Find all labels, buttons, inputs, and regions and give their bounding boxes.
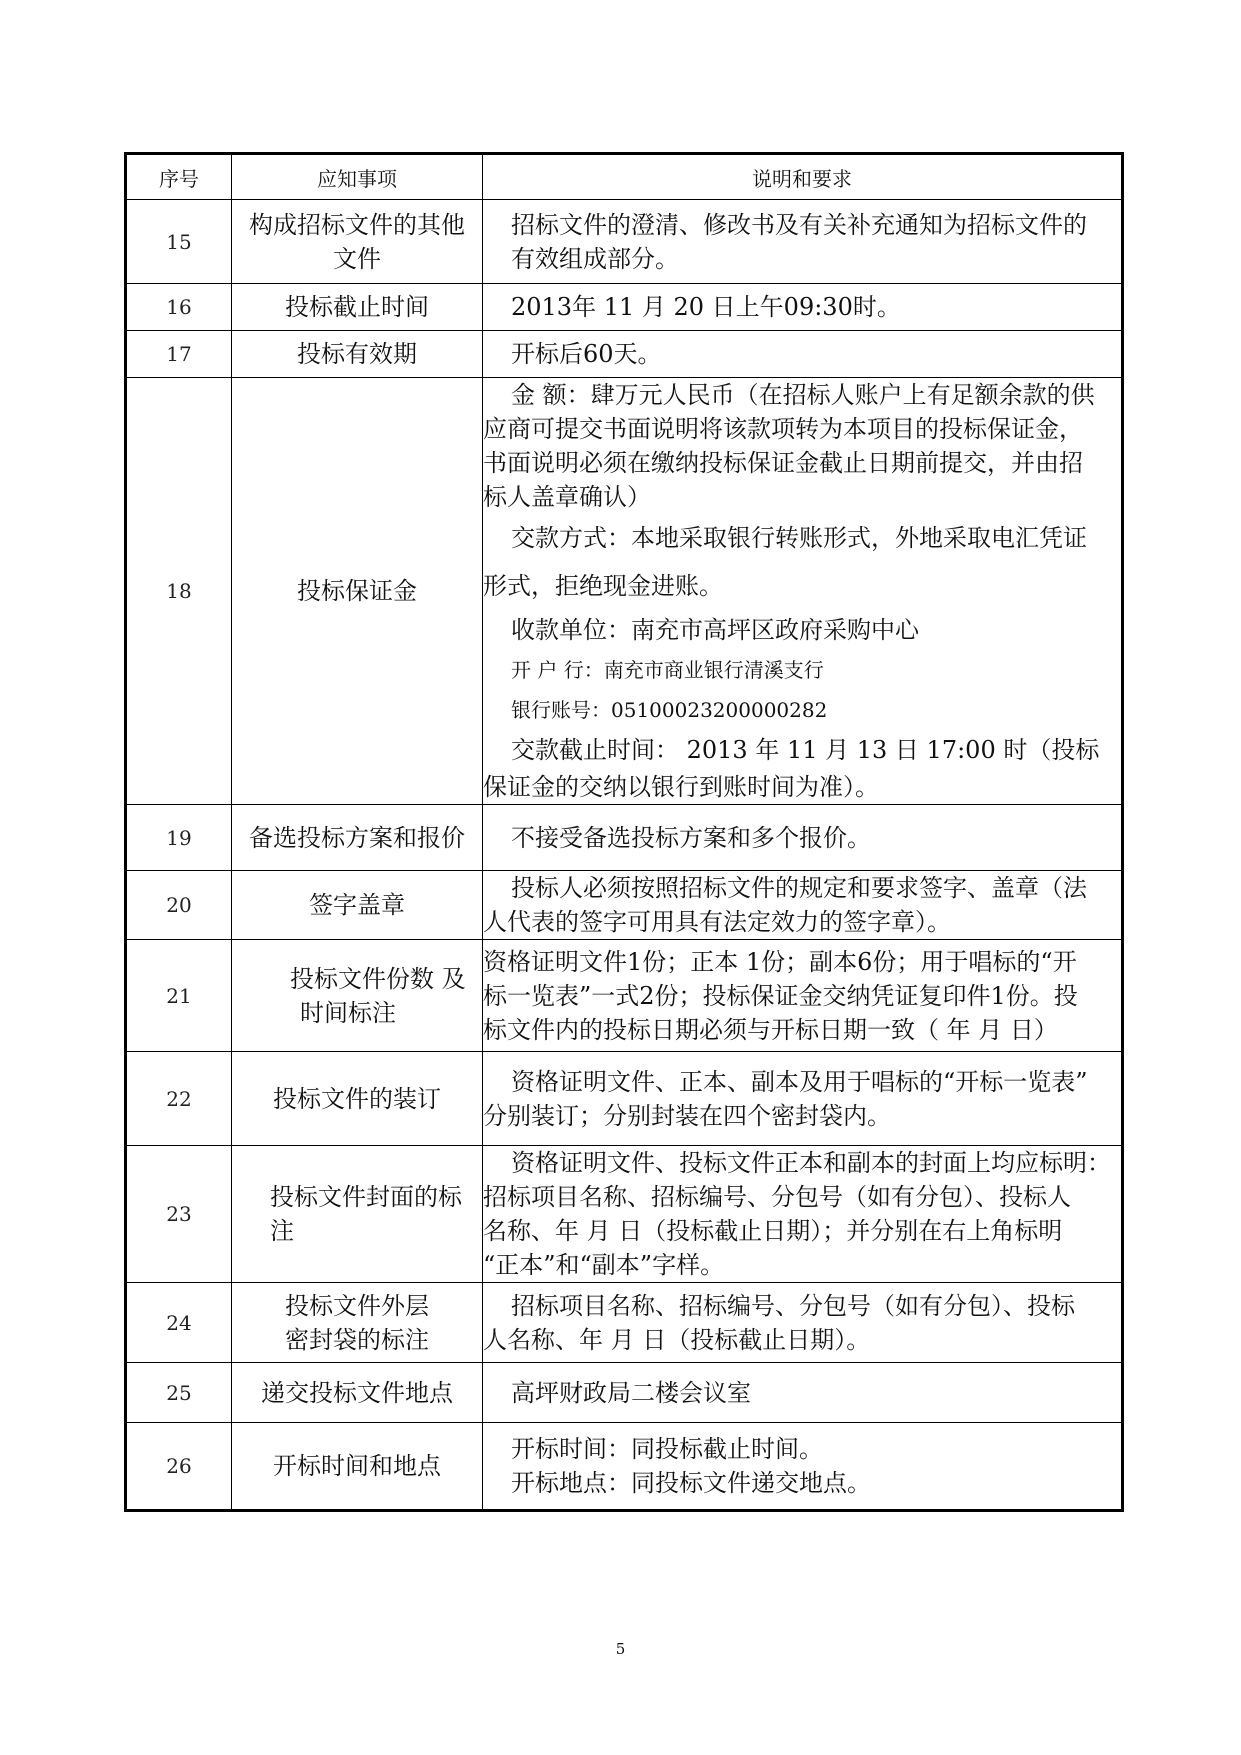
row-item: 投标截止时间 xyxy=(232,284,483,331)
row-desc: 投标人必须按照招标文件的规定和要求签字、盖章（法 人代表的签字可用具有法定效力的签字章）。 xyxy=(483,871,1123,940)
table-row xyxy=(126,1363,1123,1423)
row-item: 构成招标文件的其他 文件 xyxy=(232,200,483,284)
row-num: 23 xyxy=(126,1146,232,1283)
row-desc: 开标后60天。 xyxy=(483,331,1123,378)
header-num: 序号 xyxy=(126,154,232,200)
row-num: 26 xyxy=(126,1423,232,1511)
requirements-table xyxy=(124,152,1124,1512)
row-num: 16 xyxy=(126,284,232,331)
header-row xyxy=(126,154,1123,200)
row-num: 19 xyxy=(126,805,232,871)
row-desc: 开标时间：同投标截止时间。 开标地点：同投标文件递交地点。 xyxy=(483,1423,1123,1511)
row-num: 24 xyxy=(126,1283,232,1363)
row-item: 投标文件外层 密封袋的标注 xyxy=(232,1283,483,1363)
row-desc: 资格证明文件、投标文件正本和副本的封面上均应标明： 招标项目名称、招标编号、分包号（如有分包）、投标人 名称、年 月 日（投标截止日期）；并分别在右上角标明 “正本”和“副本”字样。 xyxy=(483,1146,1123,1283)
row-num: 21 xyxy=(126,940,232,1052)
row-item: 递交投标文件地点 xyxy=(232,1363,483,1423)
row-desc: 金 额：肆万元人民币（在招标人账户上有足额余款的供 应商可提交书面说明将该款项转为本项目的投标保证金， 书面说明必须在缴纳投标保证金截止日期前提交，并由招 标人盖章确认） 交款方式：本地采取银行转账形式，外地采取电汇凭证 形式，拒绝现金进账。 收款单位：南充市高坪区政府采购中心 开 户 行：南充市商业银行清溪支行 银行账号：05100023200000282 交款截止时间： 2013 年 11 月 13 日 17:00 时（投标 保证金的交纳以银行到账时间为准）。 xyxy=(483,378,1123,805)
row-item: 投标文件封面的标 注 xyxy=(232,1146,483,1283)
row-item: 投标文件的装订 xyxy=(232,1052,483,1146)
table-row xyxy=(126,940,1123,1052)
row-item: 投标保证金 xyxy=(232,378,483,805)
table-row xyxy=(126,1052,1123,1146)
table-row xyxy=(126,284,1123,331)
row-desc: 资格证明文件1份；正本 1份；副本6份；用于唱标的“开 标一览表”一式2份；投标保证金交纳凭证复印件1份。投 标文件内的投标日期必须与开标日期一致（ 年 月 日） xyxy=(483,940,1123,1052)
table-row xyxy=(126,805,1123,871)
header-desc: 说明和要求 xyxy=(483,154,1123,200)
row-num: 20 xyxy=(126,871,232,940)
row-item: 备选投标方案和报价 xyxy=(232,805,483,871)
row-item: 开标时间和地点 xyxy=(232,1423,483,1511)
table-row xyxy=(126,1423,1123,1511)
table-row xyxy=(126,1146,1123,1283)
row-num: 17 xyxy=(126,331,232,378)
table-row xyxy=(126,378,1123,805)
row-desc: 资格证明文件、正本、副本及用于唱标的“开标一览表” 分别装订；分别封装在四个密封袋内。 xyxy=(483,1052,1123,1146)
row-item: 签字盖章 xyxy=(232,871,483,940)
row-num: 18 xyxy=(126,378,232,805)
row-num: 22 xyxy=(126,1052,232,1146)
row-desc: 招标文件的澄清、修改书及有关补充通知为招标文件的 有效组成部分。 xyxy=(483,200,1123,284)
row-desc: 不接受备选投标方案和多个报价。 xyxy=(483,805,1123,871)
row-num: 15 xyxy=(126,200,232,284)
table-row xyxy=(126,200,1123,284)
row-desc: 2013年 11 月 20 日上午09:30时。 xyxy=(483,284,1123,331)
row-num: 25 xyxy=(126,1363,232,1423)
row-item: 投标文件份数 及 时间标注 xyxy=(232,940,483,1052)
page-number: 5 xyxy=(615,1640,626,1658)
row-item: 投标有效期 xyxy=(232,331,483,378)
row-desc: 高坪财政局二楼会议室 xyxy=(483,1363,1123,1423)
table-row xyxy=(126,871,1123,940)
row-desc: 招标项目名称、招标编号、分包号（如有分包）、投标 人名称、年 月 日（投标截止日期）。 xyxy=(483,1283,1123,1363)
header-item: 应知事项 xyxy=(232,154,483,200)
table-row xyxy=(126,1283,1123,1363)
table-row xyxy=(126,331,1123,378)
